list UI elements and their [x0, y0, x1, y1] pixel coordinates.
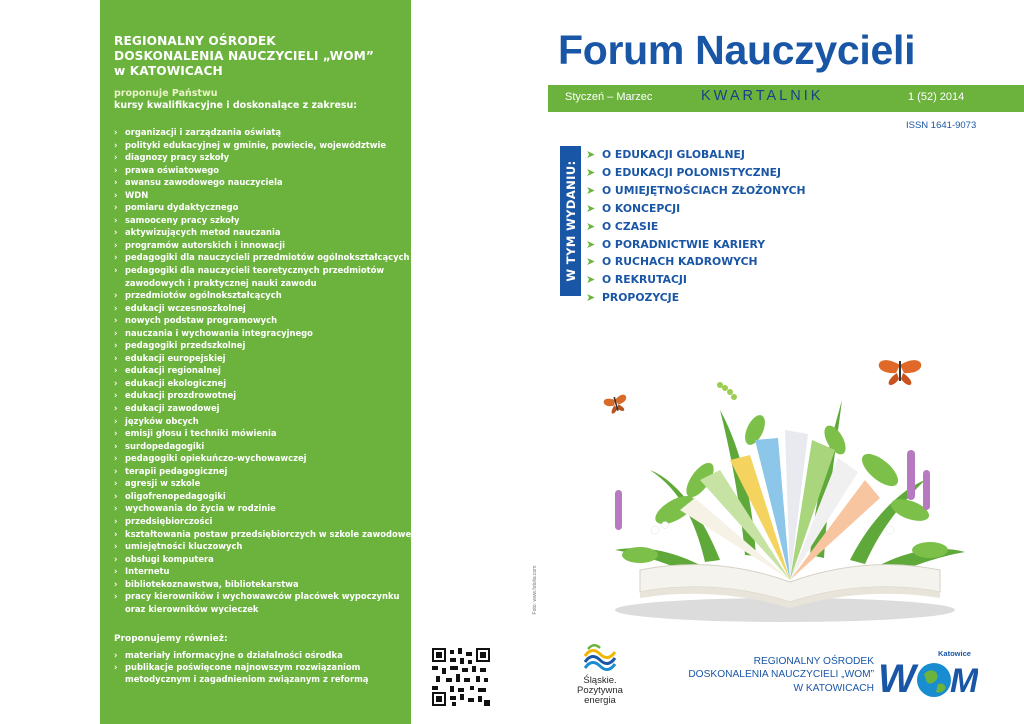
list-item: › edukacji prozdrowotnej — [114, 390, 237, 401]
bullet-mark: › — [114, 650, 118, 660]
intro-line-1: proponuje Państwu — [114, 88, 218, 99]
slaskie-slogan — [560, 676, 640, 706]
bullet-mark: › — [114, 252, 118, 263]
list-item: › pracy kierowników i wychowawców placówek wypoczynku — [114, 591, 400, 602]
periodicity-label: KWARTALNIK — [701, 88, 824, 104]
svg-text:M: M — [950, 662, 978, 700]
intro-text — [114, 88, 404, 112]
bullet-mark: › — [114, 478, 118, 489]
slaskie-line-1: Śląskie. — [583, 675, 617, 686]
list-item: › pedagogiki przedszkolnej — [114, 340, 246, 351]
topics-list — [586, 146, 806, 307]
publisher-line-1: REGIONALNY OŚRODEK — [753, 656, 874, 667]
list-item: › umiejętności kluczowych — [114, 541, 243, 552]
list-item: › publikacje poświęcone najnowszym rozwiązaniom — [114, 662, 361, 673]
bullet-mark: › — [114, 403, 118, 414]
bullet-mark: › — [114, 214, 118, 225]
arrow-icon: ➤ — [586, 291, 596, 305]
list-item: ➤ O PORADNICTWIE KARIERY — [586, 236, 806, 254]
bullet-mark: › — [114, 440, 118, 451]
in-this-issue-tab — [560, 146, 581, 296]
arrow-icon: ➤ — [586, 237, 596, 251]
publisher-line-2: DOSKONALENIA NAUCZYCIELI „WOM” — [688, 669, 874, 681]
list-item: › pedagogiki dla nauczycieli przedmiotów ogólnokształcących — [114, 252, 410, 263]
bullet-mark: › — [114, 453, 118, 464]
bullet-mark: › — [114, 578, 118, 589]
list-item: › pedagogiki dla nauczycieli teoretycznych przedmiotów — [114, 265, 385, 276]
list-item: › aktywizujących metod nauczania — [114, 227, 281, 238]
also-offer-heading: Proponujemy również: — [114, 634, 228, 644]
globe-icon — [876, 648, 978, 706]
issue-info-band — [548, 85, 1024, 112]
list-item-continuation: metodycznym i zagadnieniom związanym z reformą — [125, 674, 369, 685]
list-item: › surdopedagogiki — [114, 440, 205, 451]
bullet-mark: › — [114, 503, 118, 514]
bullet-mark: › — [114, 415, 118, 426]
bullet-mark: › — [114, 541, 118, 552]
list-item: › bibliotekoznawstwa, bibliotekarstwa — [114, 578, 299, 589]
list-item: › kształtowania postaw przedsiębiorczych w szkole zawodowej — [114, 528, 415, 539]
bullet-mark: › — [114, 290, 118, 301]
wom-logo-text: W — [878, 657, 916, 701]
issue-number: 1 (52) 2014 — [908, 91, 965, 103]
arrow-icon: ➤ — [586, 219, 596, 233]
qr-code[interactable] — [432, 648, 490, 706]
bullet-mark: › — [114, 553, 118, 564]
list-item: › polityki edukacyjnej w gminie, powiecie, województwie — [114, 139, 387, 150]
list-item: › języków obcych — [114, 415, 199, 426]
publisher-name — [666, 655, 874, 695]
list-item: › nowych podstaw programowych — [114, 315, 278, 326]
list-item: › edukacji ekologicznej — [114, 377, 227, 388]
bullet-mark: › — [114, 490, 118, 501]
also-offer-list — [114, 649, 408, 686]
list-item: › edukacji zawodowej — [114, 403, 220, 414]
bullet-mark: › — [114, 202, 118, 213]
arrow-icon: ➤ — [586, 273, 596, 287]
bullet-mark: › — [114, 515, 118, 526]
bullet-mark: › — [114, 302, 118, 313]
back-cover-panel — [100, 0, 415, 724]
list-item: › terapii pedagogicznej — [114, 465, 228, 476]
list-item: › materiały informacyjne o działalności ośrodka — [114, 650, 343, 660]
magazine-title: Forum Nauczycieli — [558, 27, 916, 73]
bullet-mark: › — [114, 390, 118, 401]
list-item: › Internetu — [114, 566, 170, 577]
list-item: › agresji w szkole — [114, 478, 201, 489]
list-item: › przedsiębiorczości — [114, 515, 213, 526]
list-item: ➤ O KONCEPCJI — [586, 200, 806, 218]
bullet-mark: › — [114, 428, 118, 439]
course-list — [114, 126, 415, 615]
bullet-mark: › — [114, 189, 118, 200]
book-plants-illustration — [580, 330, 1000, 630]
list-item: ➤ O REKRUTACJI — [586, 271, 806, 289]
list-item: › edukacji wczesnoszkolnej — [114, 302, 246, 313]
list-item: › emisji głosu i techniki mówienia — [114, 428, 277, 439]
bullet-mark: › — [114, 227, 118, 238]
wom-logo-city: Katowice — [938, 649, 971, 658]
list-item: › edukacji europejskiej — [114, 352, 226, 363]
list-item: › prawa oświatowego — [114, 164, 220, 175]
list-item: › przedmiotów ogólnokształcących — [114, 290, 282, 301]
list-item: › obsługi komputera — [114, 553, 214, 564]
publisher-line-3: W KATOWICACH — [793, 682, 874, 694]
list-item: ➤ O EDUKACJI POLONISTYCZNEJ — [586, 164, 806, 182]
org-line-3: w KATOWICACH — [114, 64, 223, 78]
list-item: › samooceny pracy szkoły — [114, 214, 240, 225]
arrow-icon: ➤ — [586, 148, 596, 161]
list-item: › edukacji regionalnej — [114, 365, 221, 376]
list-item: › wychowania do życia w rodzinie — [114, 503, 276, 514]
list-item: › programów autorskich i innowacji — [114, 239, 285, 250]
list-item: › WDN — [114, 189, 149, 200]
issn-number: ISSN 1641-9073 — [906, 120, 977, 131]
list-item: › awansu zawodowego nauczyciela — [114, 177, 283, 188]
slaskie-line-2: Pozytywna energia — [577, 685, 623, 706]
bullet-mark: › — [114, 591, 118, 602]
bullet-mark: › — [114, 265, 118, 276]
list-item: ➤ PROPOZYCJE — [586, 289, 806, 307]
bullet-mark: › — [114, 365, 118, 376]
bullet-mark: › — [114, 177, 118, 188]
org-line-2: DOSKONALENIA NAUCZYCIELI „WOM” — [114, 49, 374, 63]
in-this-issue-label: W TYM WYDANIU: — [563, 160, 578, 282]
list-item: ➤ O UMIEJĘTNOŚCIACH ZŁOŻONYCH — [586, 182, 806, 200]
photo-credit: Foto: www.fotolia.com — [532, 565, 538, 615]
issue-dates: Styczeń – Marzec — [565, 91, 653, 103]
bullet-mark: › — [114, 352, 118, 363]
bullet-mark: › — [114, 465, 118, 476]
arrow-icon: ➤ — [586, 165, 596, 179]
bullet-mark: › — [114, 127, 118, 137]
list-item: › organizacji i zarządzania oświatą — [114, 127, 282, 137]
list-item-continuation: zawodowych i praktycznej nauki zawodu — [125, 277, 317, 288]
intro-line-2: kursy kwalifikacyjne i doskonalące z zakresu: — [114, 100, 358, 111]
bullet-mark: › — [114, 164, 118, 175]
list-item: › nauczania i wychowania integracyjnego — [114, 327, 313, 338]
bullet-mark: › — [114, 662, 118, 673]
list-item: › oligofrenopedagogiki — [114, 490, 226, 501]
bullet-mark: › — [114, 340, 118, 351]
bullet-mark: › — [114, 566, 118, 577]
list-item: › pomiaru dydaktycznego — [114, 202, 239, 213]
list-item-continuation: oraz kierowników wycieczek — [125, 603, 259, 614]
list-item: ➤ O EDUKACJI GLOBALNEJ — [586, 146, 806, 164]
arrow-icon: ➤ — [586, 183, 596, 197]
list-item: ➤ O CZASIE — [586, 218, 806, 236]
bullet-mark: › — [114, 327, 118, 338]
wom-logo — [876, 648, 978, 706]
list-item: › pedagogiki opiekuńczo-wychowawczej — [114, 453, 307, 464]
bullet-mark: › — [114, 377, 118, 388]
bullet-mark: › — [114, 315, 118, 326]
arrow-icon: ➤ — [586, 201, 596, 215]
bullet-mark: › — [114, 139, 118, 150]
bullet-mark: › — [114, 239, 118, 250]
arrow-icon: ➤ — [586, 255, 596, 269]
slaskie-logo-icon — [580, 636, 620, 676]
list-item: › diagnozy pracy szkoły — [114, 152, 230, 163]
list-item: ➤ O RUCHACH KADROWYCH — [586, 253, 806, 271]
organization-name — [114, 34, 404, 79]
bullet-mark: › — [114, 528, 118, 539]
bullet-mark: › — [114, 152, 118, 163]
org-line-1: REGIONALNY OŚRODEK — [114, 34, 276, 48]
